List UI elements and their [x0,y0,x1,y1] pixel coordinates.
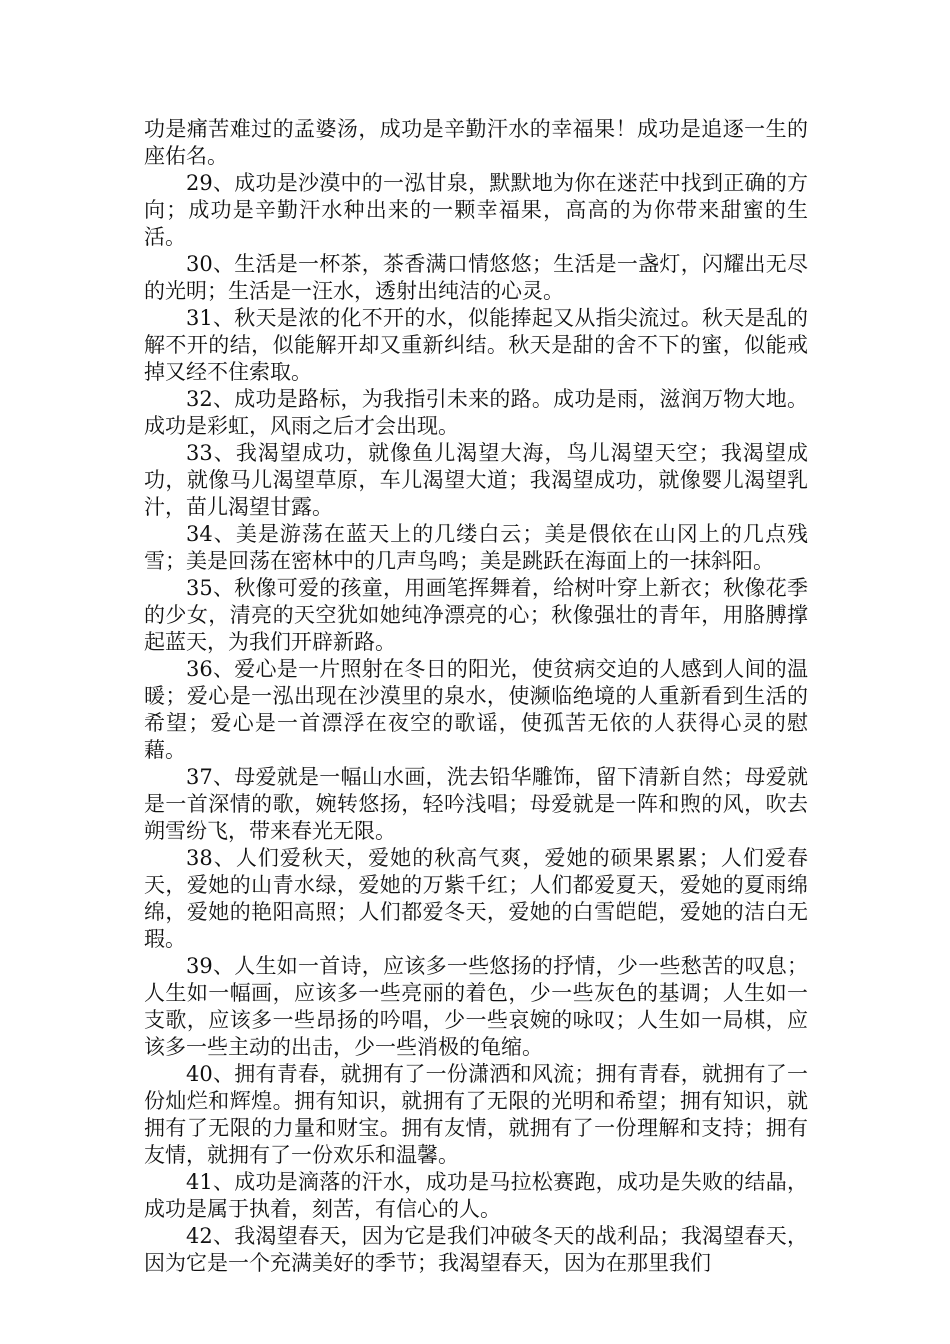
paragraph-32: 32、成功是路标，为我指引未来的路。成功是雨，滋润万物大地。成功是彩虹，风雨之后才会出现。 [144,387,808,438]
paragraph-37: 37、母爱就是一幅山水画，洗去铅华雕饰，留下清新自然；母爱就是一首深情的歌，婉转悠扬，轻吟浅唱；母爱就是一阵和煦的风，吹去朔雪纷飞，带来春光无限。 [144,765,808,843]
paragraph-30: 30、生活是一杯茶，茶香满口情悠悠；生活是一盏灯，闪耀出无尽的光明；生活是一汪水，透射出纯洁的心灵。 [144,252,808,303]
paragraph-31: 31、秋天是浓的化不开的水，似能捧起又从指尖流过。秋天是乱的解不开的结，似能解开却又重新纠结。秋天是甜的舍不下的蜜，似能戒掉又经不住索取。 [144,306,808,384]
paragraph-33: 33、我渴望成功，就像鱼儿渴望大海，鸟儿渴望天空；我渴望成功，就像马儿渴望草原，车儿渴望大道；我渴望成功，就像婴儿渴望乳汁，苗儿渴望甘露。 [144,441,808,519]
paragraph-40: 40、拥有青春，就拥有了一份潇洒和风流；拥有青春，就拥有了一份灿烂和辉煌。拥有知识，就拥有了无限的光明和希望；拥有知识，就拥有了无限的力量和财宝。拥有友情，就拥有了一份理解和支持；拥有友情，就拥有了一份欢乐和温馨。 [144,1062,808,1167]
paragraph-29: 29、成功是沙漠中的一泓甘泉，默默地为你在迷茫中找到正确的方向；成功是辛勤汗水种出来的一颗幸福果，高高的为你带来甜蜜的生活。 [144,171,808,249]
document-page [144,116,808,1277]
paragraph-36: 36、爱心是一片照射在冬日的阳光，使贫病交迫的人感到人间的温暖；爱心是一泓出现在沙漠里的泉水，使濒临绝境的人重新看到生活的希望；爱心是一首漂浮在夜空的歌谣，使孤苦无依的人获得心灵的慰藉。 [144,657,808,762]
paragraph-39: 39、人生如一首诗，应该多一些悠扬的抒情，少一些愁苦的叹息；人生如一幅画，应该多一些亮丽的着色，少一些灰色的基调；人生如一支歌，应该多一些昂扬的吟唱，少一些哀婉的咏叹；人生如一局棋，应该多一些主动的出击，少一些消极的龟缩。 [144,954,808,1059]
paragraph-34: 34、美是游荡在蓝天上的几缕白云；美是偎依在山冈上的几点残雪；美是回荡在密林中的几声鸟鸣；美是跳跃在海面上的一抹斜阳。 [144,522,808,573]
paragraph-42: 42、我渴望春天，因为它是我们冲破冬天的战利品；我渴望春天，因为它是一个充满美好的季节；我渴望春天，因为在那里我们 [144,1224,808,1275]
paragraph-28-continued: 功是痛苦难过的孟婆汤，成功是辛勤汗水的幸福果！成功是追逐一生的座佑名。 [144,117,808,168]
paragraph-38: 38、人们爱秋天，爱她的秋高气爽，爱她的硕果累累；人们爱春天，爱她的山青水绿，爱她的万紫千红；人们都爱夏天，爱她的夏雨绵绵，爱她的艳阳高照；人们都爱冬天，爱她的白雪皑皑，爱她的洁白无瑕。 [144,846,808,951]
paragraph-41: 41、成功是滴落的汗水，成功是马拉松赛跑，成功是失败的结晶，成功是属于执着，刻苦，有信心的人。 [144,1170,808,1221]
paragraph-35: 35、秋像可爱的孩童，用画笔挥舞着，给树叶穿上新衣；秋像花季的少女，清亮的天空犹如她纯净漂亮的心；秋像强壮的青年，用胳膊撑起蓝天，为我们开辟新路。 [144,576,808,654]
